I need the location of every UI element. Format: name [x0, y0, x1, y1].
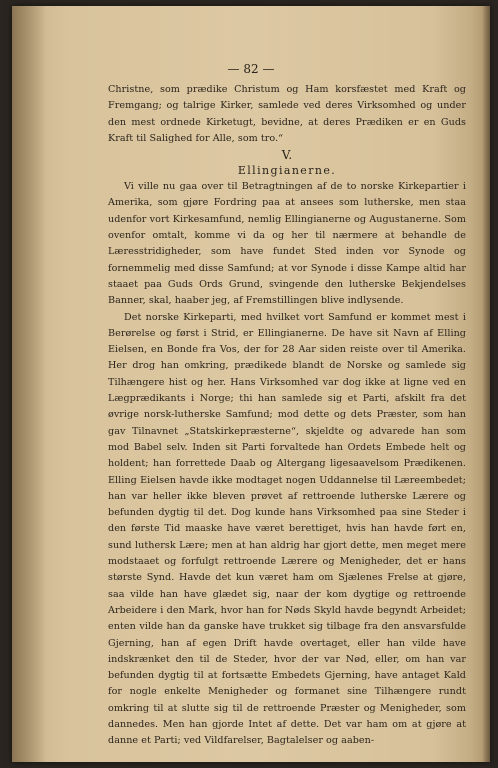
intro-paragraph: Christne, som prædike Christum og Ham korsfæstet med Kraft og Fremgang; og talrige Kirker, samlede ved deres Virksomhed og under den mest ordnede Kirketugt, bevidne, at deres Prædiken er en Guds Kraft til Salighed for Alle, som tro.“: [108, 84, 466, 144]
section-number: V.: [281, 148, 293, 163]
page-text: [108, 82, 466, 750]
paragraph-1: Vi ville nu gaa over til Betragtningen af de to norske Kirkepartier i Amerika, som gjøre Fordring paa at ansees som lutherske, men staa udenfor vort Kirkesamfund, nemlig Ellingianerne og Augustanerne. Som ovenfor omtalt, komme vi da og her til nærmere at behandle de Læresstridigheder, som have fundet Sted inden vor Synode og fornemmelig med disse Samfund; at vor Synode i disse Kampe altid har staaet paa Guds Ords Grund, svingende den lutherske Bekjendelses Banner, skal, haaber jeg, af Fremstillingen blive indlysende.: [108, 181, 466, 307]
page-spine-shadow: [12, 6, 46, 762]
page-number: — 82 —: [227, 62, 275, 76]
page-edge-shadow: [482, 6, 490, 762]
section-title: Ellingianerne.: [237, 164, 337, 178]
paragraph-2: Det norske Kirkeparti, med hvilket vort Samfund er kommet mest i Berørelse og først i Strid, er Ellingianerne. De have sit Navn af Elling Eielsen, en Bonde fra Vos, der for 28 Aar siden reiste over til Amerika. Her drog han omkring, prædikede blandt de Norske og samlede sig Tilhængere hist og her. Hans Virksomhed var dog ikke at ligne ved en Lægprædikants i Norge; thi han samlede sig et Parti, afskilt fra det øvrige norsk-lutherske Samfund; mod dette og dets Præster, som han gav Tilnavnet „Statskirkepræsterne“, skjeldte og advarede han som mod Babel selv. Inden sit Parti forvaltede han Ordets Embede helt og holdent; han forrettede Daab og Altergang ligesaavelsom Prædikenen. Elling Eielsen havde ikke modtaget nogen Uddannelse til Læreembedet; han var heller ikke bleven prøvet af rettroende lutherske Lærere og befunden dygtig til det. Dog kunde hans Virksomhed paa sine Steder i den første Tid maaske have været berettiget, hvis han havde ført en, sund luthersk Lære; men at han aldrig har gjort dette, men meget mere modstaaet og forfulgt rettroende Lærere og Menigheder, det er hans største Synd. Havde det kun været ham om Sjælenes Frelse at gjøre, saa vilde han have glædet sig, naar der kom dygtige og rettroende Arbeidere i den Mark, hvor han for Nøds Skyld havde begyndt Arbeidet; enten vilde han da ganske have trukket sig tilbage fra den ansvarsfulde Gjerning, han af egen Drift havde overtaget, eller han vilde have indskrænket den til de Steder, hvor der var Nød, eller, om han var befunden dygtig til at fortsætte Embedets Gjerning, have antaget Kald for nogle enkelte Menigheder og formanet sine Tilhængere rundt omkring til at slutte sig til de rettroende Præster og Menigheder, som dannedes. Men han gjorde Intet af dette. Det var ham om at gjøre at danne et Parti; ved Vildfarelser, Bagtalelser og aaben-: [108, 311, 466, 747]
book-page: [12, 6, 490, 762]
